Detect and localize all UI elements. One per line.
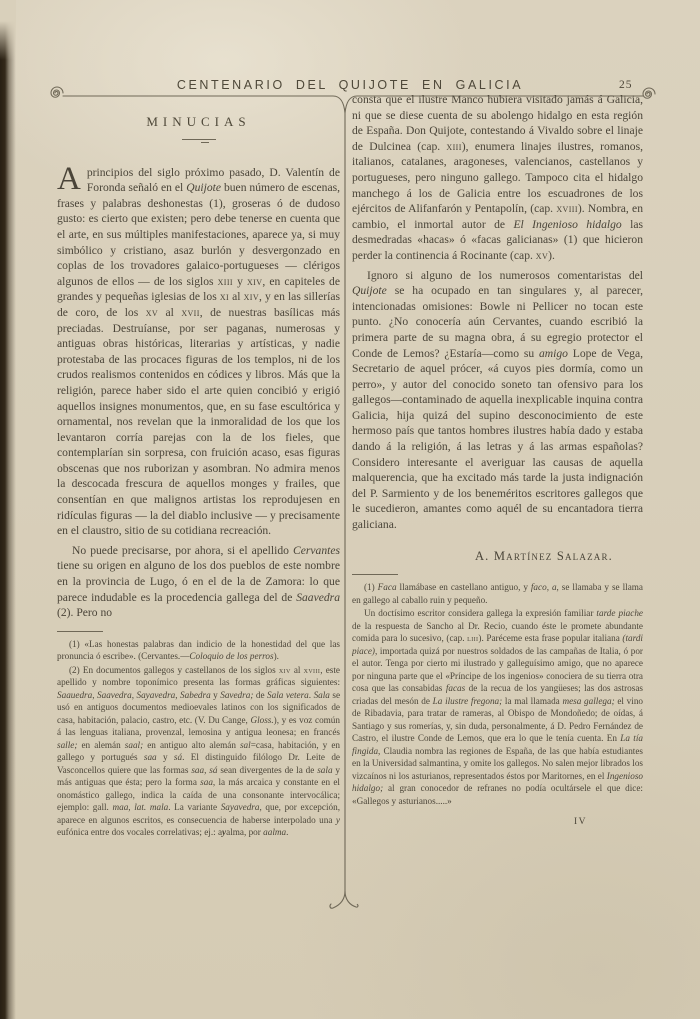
drop-cap: A <box>57 160 81 197</box>
gathering-signature-mark: IV <box>573 817 587 828</box>
body-paragraph: No puede precisarse, por ahora, si el apellido Cervantes tiene su origen en alguno de los dos pueblos de este nombre en la provincia de Lugo, ó en el de la de Zamora: lo que parece indudable es la procedencia gallega del de Saavedra (2). Pero no <box>57 543 340 620</box>
running-head-title: CENTENARIO DEL QUIJOTE EN GALICIA <box>176 78 524 92</box>
footnote-separator-rule <box>57 631 103 632</box>
right-column <box>352 92 643 1012</box>
footnote-1: (1) «Las honestas palabras dan indicio de la honestidad del que las pronuncia ó escribe». (Cervantes.—Coloquio de los perros). <box>57 638 340 662</box>
body-paragraph <box>57 160 340 539</box>
footnote-separator-rule <box>352 574 398 575</box>
section-title: MINUCIAS <box>146 114 251 129</box>
footnote-1-continuation: Un doctísimo escritor considera gallega la expresión familiar tarde piache de la respuesta de Sancho al Dr. Recio, cuando éste le promete abundante comida para lo sucesivo, (cap. liii). Paréceme esta frase popular italiana (tardi piace), importada quizá por nuestros soldados de las campañas de Italia, ó por el autor. Tenga por cierto mi ilustrado y galleguísimo amigo, que no aparece por ninguna parte que el «Príncipe de los ingenios» conociera de su tierra otra cosa que las consabidas facas de la recua de los yangüeses; las dos astrosas criadas del mesón de La ilustre fregona; la mal llamada mesa gallega; el vino de Ribadavia, para tratar de rameras, al Obispo de Mondoñedo; de oídas, á Santiago y sus romerías, y, sin duda, personalmente, á D. Pedro Fernández de Castro, el ilustre Conde de Lemos, que era lo que le tenía cuenta. En La tía fingida, Claudia nombra las regiones de España, de las que había estudiantes en la Universidad salmantina, y omite los gallegos. No salen mejor librados los vizcaínos ni los asturianos, representados éstos por Maritornes, en el Ingenioso hidalgo; al gran conocedor de refranes no podía ocultársele el que dice: «Gallegos y asturianos.....» <box>352 608 643 806</box>
paragraph-text: principios del siglo próximo pasado, D. Valentín de Foronda señaló en el Quijote buen número de escenas, frases y palabras deshonestas (1), groseras ó de dudoso gusto: es cierto que existen; pero debe tenerse en cuenta que el arte, en sus múltiples manifestaciones, aparece ya, si muy simbólico y cristiano, asaz burlón y desvergonzado en coplas de los trovadores galaico-portugueses — clérigos algunos de ellos — de los siglos xiii y xiv, en capiteles de grandes y pequeñas iglesias de los xi al xiv, y en las sillerías de coro, de los xv al xvii, de nuestras basílicas más preciadas. Destruíanse, por ser paganas, numerosas y antiguas obras históricas, literarias y artísticas, y nadie protestaba de las procaces figuras de los templos, ni de los crudos realismos contenidos en códices y libros. Más que la religión, parece haber sido el arte quien concibió y erigió aquellos insignes monumentos, que, en su fase escultórica y ornamental, nos revelan que la inmoralidad de los que los levantaron corría parejas con la de los fieles, que contemplarían sin sorpresa, con fruición acaso, esas figuras obscenas que nos ruborizan y asombran. No admira menos la descocada frescura de aquellos monges y frailes, que consentían en que malignos artistas los reprodujesen en ridículas figuras — la del diablo inclusive — y precisamente en el claustro, sitio de su cotidiana recreación. <box>57 165 340 538</box>
author-signature: A. Martínez Salazar. <box>474 548 613 563</box>
left-column <box>57 104 340 1012</box>
body-paragraph: consta que el ilustre Manco hubiera visitado jamás á Galicia, ni que se diese cuenta de su abolengo hidalgo en esta región de España. Don Quijote, contestando á Vivaldo sobre el linaje de Dulcinea (cap. xiii), enumera linajes ilustres, romanos, italianos, catalanes, aragoneses, valencianos, castellanos y portugueses, pero ninguno gallego. Tampoco cita el hidalgo manchego á los de Galicia entre los escuadrones de los ejércitos de Alifanfarón y Pentapolín, (cap. xviii). Nombra, en cambio, el inmortal autor de El Ingenioso hidalgo las desmedradas «hacas» ó «facas galicianas» (1) que hicieron perder la continencia á Rocinante (cap. xv). <box>352 93 643 262</box>
page-number: 25 <box>619 79 633 91</box>
body-paragraph: Ignoro si alguno de los numerosos comentaristas del Quijote se ha ocupado en tan singulares y, al parecer, intencionadas omisiones: Bowle ni Pellicer no tocan este punto. ¿No conocería aún Cervantes, cuando escribió la primera parte de su magna obra, á su egregio protector el Conde de Lemos? ¿Estaría—como su amigo Lope de Vega, Secretario de aquel prócer, «á cuyos pies dormía, como un perro», y autor del conocido soneto tan ofensivo para los gallegos—contaminado de aquella inexplicable inquina contra Galicia, hija quizá del supino desconocimiento de este hermoso país que tantos hombres ilustres había dado y estaba dando á la religión, á las letras y á las armas españolas? Considero interesante el averiguar las causas de aquella malquerencia, que ha excitado más tarde la justa indignación del P. Sarmiento y de los beneméritos escritores gallegos que le sucedieron, amantes como aquél de su encantadora tierra galiciana. <box>352 268 643 532</box>
section-title-rule <box>182 139 216 143</box>
footnote-2: (2) En documentos gallegos y castellanos de los siglos xiv al xviii, este apellido y nombre toponímico presenta las formas gráficas siguientes: Saauedra, Saavedra, Sayavedra, Sabedra y Savedra; de Sala vetera. Sala se usó en antiguos documentos medioevales latinos con los significados de casa, habitación, palacio, castro, etc. (V. Du Cange, Gloss.), y es voz común á las lenguas italiana, provenzal, lemosina y antigua leonesa; en francés salle; en alemán saal; en antiguo alto alemán sal=casa, habitación, y en gallego y portugués saa y sá. El distinguido filólogo Dr. Leite de Vasconcellos quiere que las formas saa, sá sean divergentes de la de sala y más antiguas que ésta; pero la forma saa, la más arcaica y constante en el onomástico gallego, indica la caída de una consonante intervocálica; ejemplo: gall. maa, lat. mala. La variante Sayavedra, que, por excepción, aparece en algunos escritos, es consecuencia de haberse interpolado una y eufónica entre dos vocales correlativas; ej.: ayalma, por aalma. <box>57 664 340 838</box>
footnote-1: (1) Faca llamábase en castellano antiguo, y faco, a, se llamaba y se llama en gallego al caballo ruin y pequeño. <box>352 582 643 605</box>
